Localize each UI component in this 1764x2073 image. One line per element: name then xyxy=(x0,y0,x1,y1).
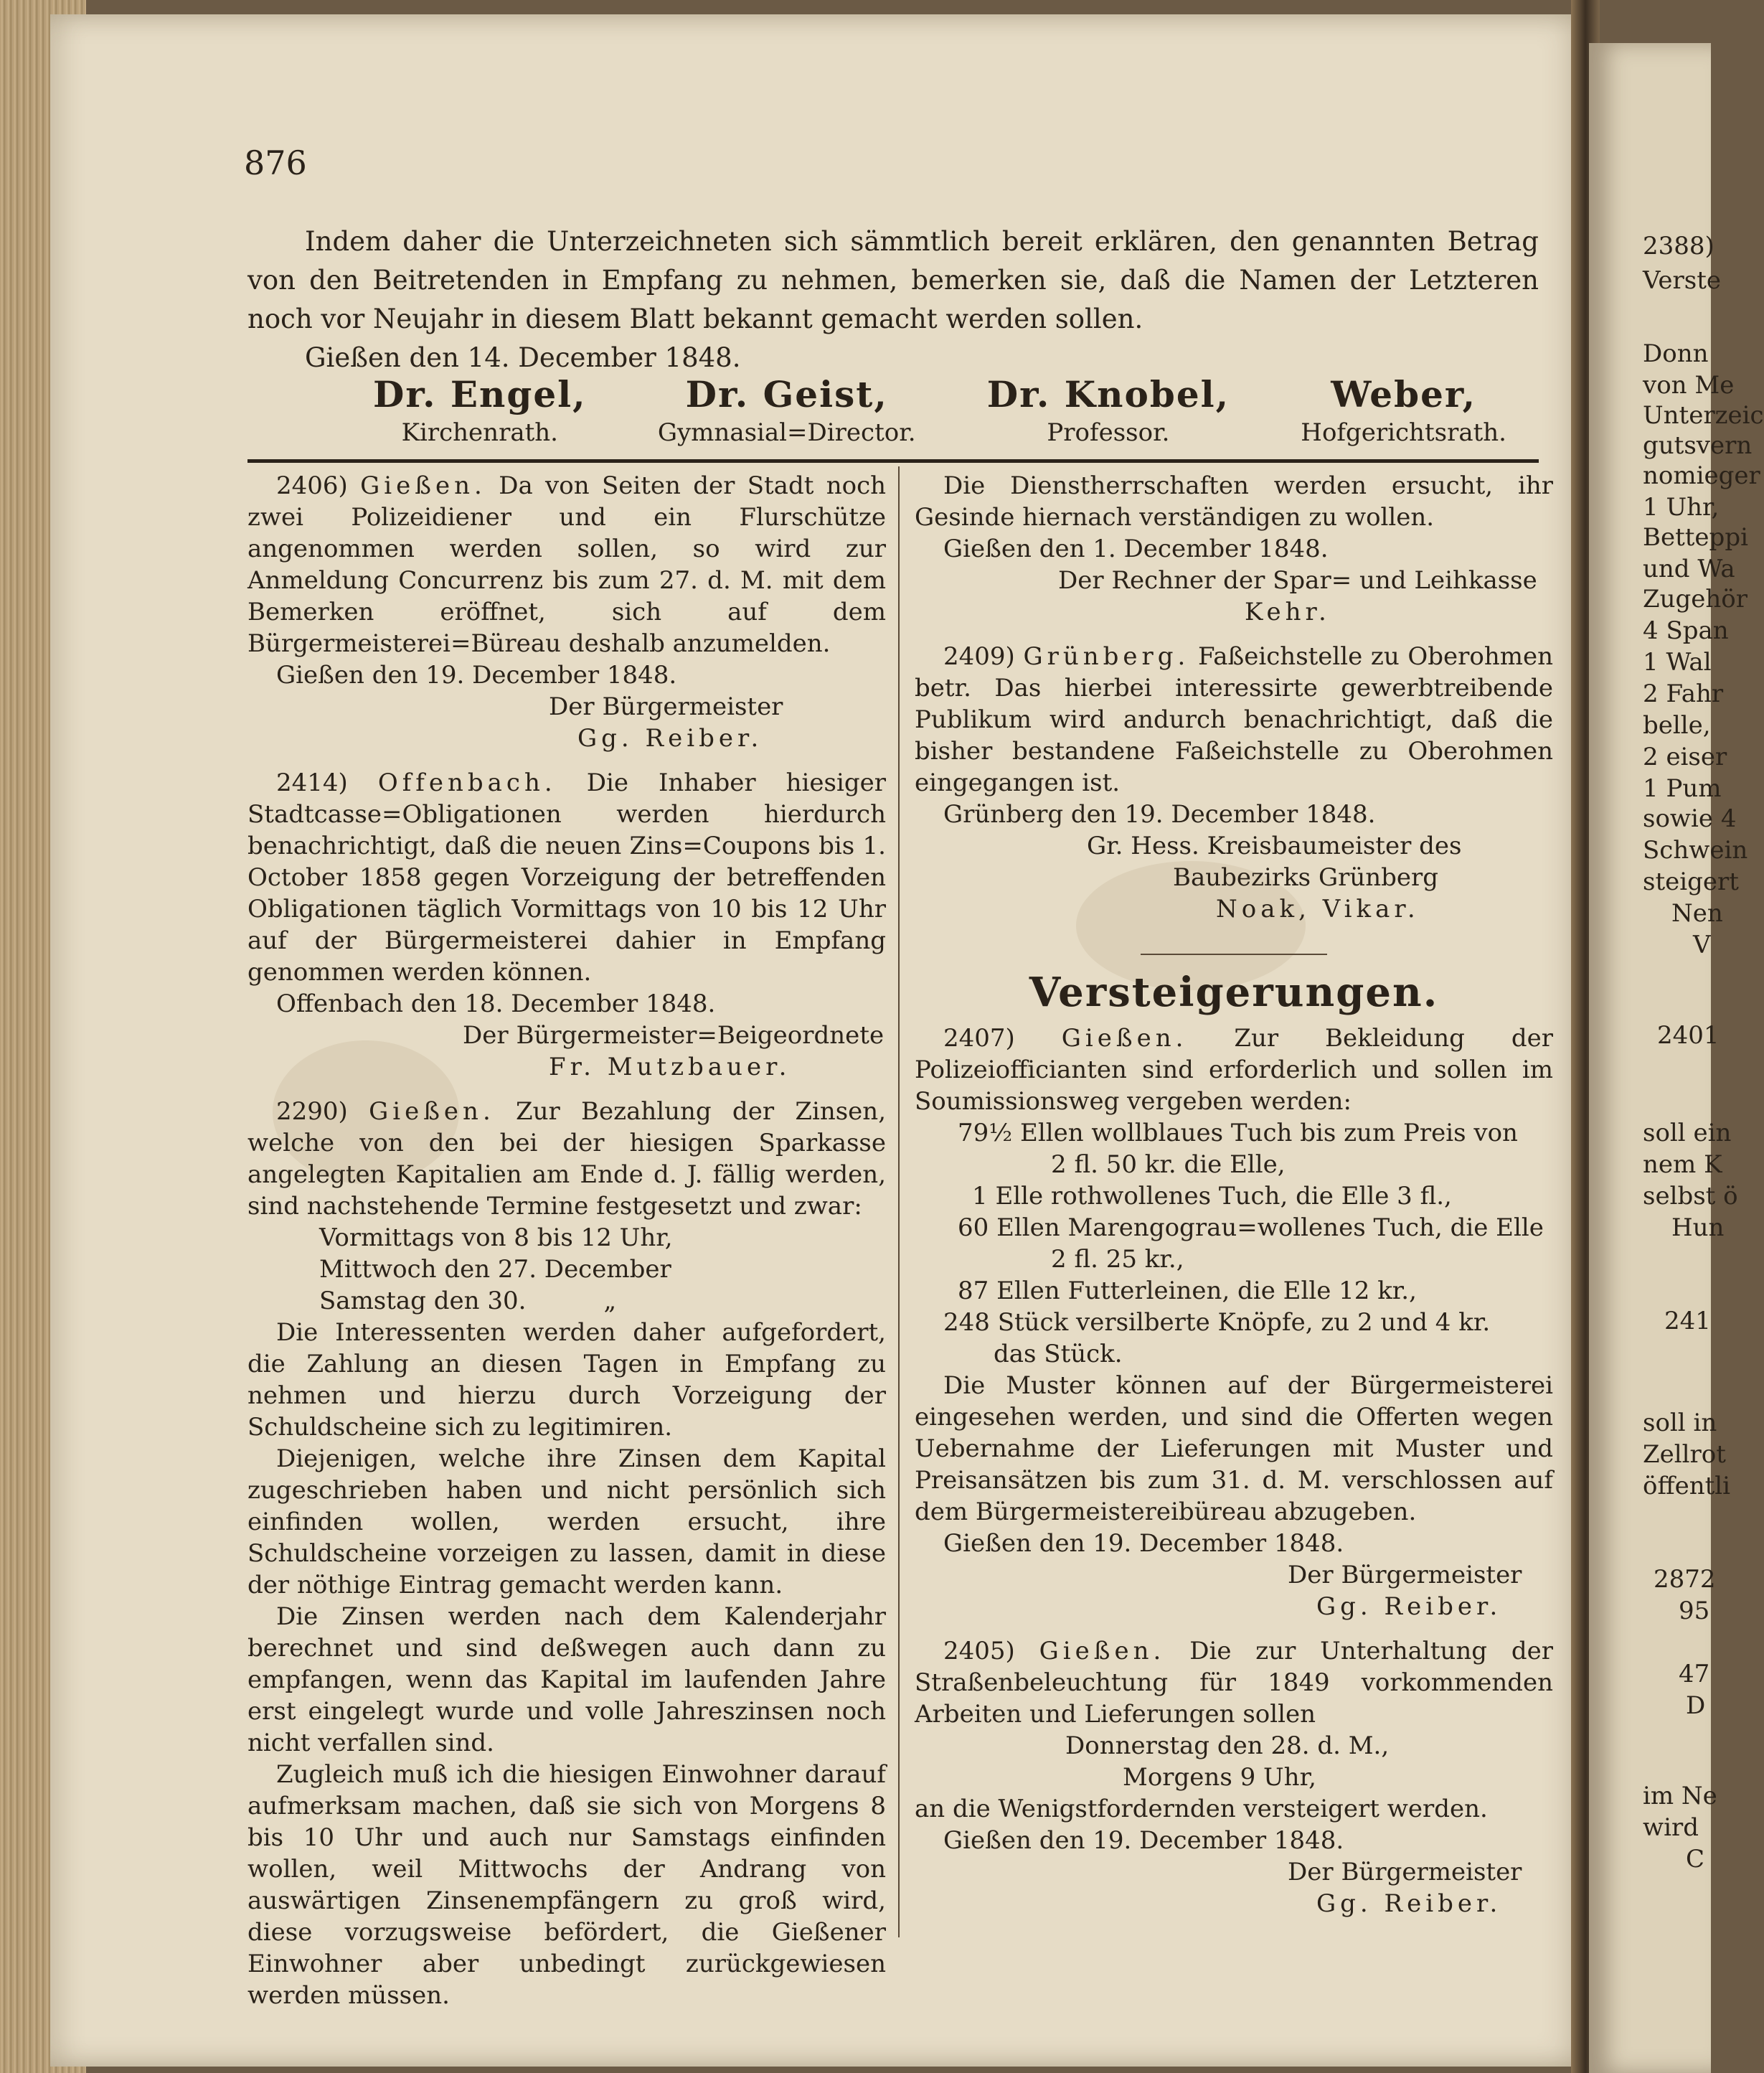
signer xyxy=(658,373,916,447)
notice-signature-title: Der Bürgermeister=Beigeordnete xyxy=(463,1021,885,1050)
next-page-fragment: 1 Uhr, xyxy=(1643,493,1720,522)
signer-title: Professor. xyxy=(1047,418,1170,447)
next-page-fragment: 4 Span xyxy=(1643,616,1729,645)
notice-2405 xyxy=(915,1635,1553,1919)
next-page-fragment: im Ne xyxy=(1643,1782,1717,1810)
next-page-fragment: selbst ö xyxy=(1643,1182,1738,1211)
notice-number: 2405) xyxy=(943,1637,1015,1665)
next-page-fragment: 1 Wal xyxy=(1643,648,1712,677)
notice-place: Offenbach. xyxy=(377,768,557,797)
notice-signature-title: Der Rechner der Spar= und Leihkasse xyxy=(1058,566,1537,595)
notice-date: Offenbach den 18. December 1848. xyxy=(276,990,716,1018)
signers-row xyxy=(373,373,1506,447)
notice-signature-name: Gg. Reiber. xyxy=(1316,1592,1502,1621)
section-divider xyxy=(247,459,1539,463)
next-page-fragment: 241 xyxy=(1664,1307,1711,1335)
notice-text: Zur Bekleidung der Polizeiofficianten sind erforderlich und sollen im Soumissionsweg vergeben werden: xyxy=(915,1024,1553,1116)
notice-2406 xyxy=(247,470,886,754)
notice-date: Grünberg den 19. December 1848. xyxy=(943,800,1376,829)
next-page-fragment: Donn xyxy=(1643,339,1709,368)
notice-text: Da von Seiten der Stadt noch zwei Polizeidiener und ein Flurschütze angenommen werden sollen, so wird zur Anmeldung Concurrenz bis zum 27. d. M. mit dem Bemerken eröffnet, sich auf dem Bürgermeisterei=Büreau deshalb anzumelden. xyxy=(247,471,887,658)
signer-title: Kirchenrath. xyxy=(401,418,558,447)
notice-place: Gießen. xyxy=(360,471,486,500)
notice-date: Gießen den 19. December 1848. xyxy=(943,1529,1344,1558)
notice-continuation xyxy=(915,470,1553,628)
list-item: das Stück. xyxy=(994,1340,1123,1368)
notice-text: Zur Bezahlung der Zinsen, welche von den bei der hiesigen Sparkasse angelegten Kapitalien am Ende d. J. fällig werden, sind nachstehende Termine festgesetzt und zwar: xyxy=(247,1097,886,1221)
notice-number: 2406) xyxy=(276,471,348,500)
notice-signature-name: Noak, Vikar. xyxy=(1216,895,1420,923)
next-page-fragment: C xyxy=(1686,1845,1705,1874)
next-page-fragment: Unterzeic xyxy=(1643,401,1764,430)
notice-date: Gießen den 19. December 1848. xyxy=(276,661,677,690)
intro-paragraph: Indem daher die Unterzeichneten sich sämmtlich bereit erklären, den genannten Betrag von den Beitretenden in Empfang zu nehmen, bemerken sie, daß die Namen der Letzteren noch vor Neujahr in diesem Blatt bekannt gemacht werden sollen. xyxy=(247,226,1539,334)
next-page-fragment: belle, xyxy=(1643,711,1711,740)
next-page-fragment: Verste xyxy=(1643,266,1722,295)
notice-number: 2290) xyxy=(276,1097,348,1126)
next-page-fragment: 2388) xyxy=(1643,232,1715,260)
notice-text: Faßeichstelle zu Oberohmen betr. Das hierbei interessirte gewerbtreibende Publikum wird andurch benachrichtigt, daß die bisher bestandene Faßeichstelle zu Oberohmen eingegangen ist. xyxy=(915,642,1554,797)
signer xyxy=(373,373,587,447)
term-line: Vormittags von 8 bis 12 Uhr, xyxy=(319,1223,673,1252)
notice-2407 xyxy=(915,1023,1553,1622)
notice-2409 xyxy=(915,641,1553,925)
notice-signature-name: Fr. Mutzbauer. xyxy=(549,1053,791,1081)
term-line: an die Wenigstfordernden versteigert werden. xyxy=(915,1795,1488,1823)
notice-paragraph: Die Zinsen werden nach dem Kalenderjahr berechnet und sind deßwegen auch dann zu empfangen, wenn das Kapital im laufenden Jahre erst eingelegt wurde und volle Jahreszinsen noch nicht verfallen sind. xyxy=(247,1602,886,1757)
next-page-fragment: D xyxy=(1686,1691,1706,1720)
next-page-fragment: wird xyxy=(1643,1813,1699,1842)
notice-date: Gießen den 1. December 1848. xyxy=(943,535,1329,563)
notice-paragraph: Die Interessenten werden daher aufgefordert, die Zahlung an diesen Tagen in Empfang zu nehmen und hierzu durch Vorzeigung der Schuldscheine sich zu legitimiren. xyxy=(247,1318,886,1442)
signer-title: Gymnasial=Director. xyxy=(657,418,916,447)
next-page-fragment: gutsvern xyxy=(1643,431,1753,460)
next-page-fragment: 2872 xyxy=(1654,1565,1716,1594)
next-page-fragment: Schwein xyxy=(1643,836,1748,865)
signer-name: Dr. Engel, xyxy=(373,373,587,415)
term-line: Donnerstag den 28. d. M., xyxy=(1065,1731,1390,1760)
list-item: 87 Ellen Futterleinen, die Elle 12 kr., xyxy=(958,1277,1417,1305)
page-number: 876 xyxy=(244,144,307,182)
list-item: 1 Elle rothwollenes Tuch, die Elle 3 fl., xyxy=(972,1182,1452,1211)
next-page-fragment: nem K xyxy=(1643,1150,1722,1179)
next-page-fragment: und Wa xyxy=(1643,555,1735,583)
notice-signature-title: Der Bürgermeister xyxy=(1288,1561,1522,1589)
notice-signature-name: Kehr. xyxy=(1245,598,1331,626)
list-item: 79½ Ellen wollblaues Tuch bis zum Preis von xyxy=(958,1119,1518,1147)
small-divider xyxy=(1141,954,1327,955)
section-heading: Versteigerungen. xyxy=(1029,969,1439,1016)
signer xyxy=(1301,373,1506,447)
left-column xyxy=(247,470,886,2024)
term-line: Samstag den 30. „ xyxy=(319,1287,617,1315)
notice-place: Gießen. xyxy=(1039,1637,1166,1665)
list-item: 248 Stück versilberte Knöpfe, zu 2 und 4 kr. xyxy=(943,1308,1491,1337)
list-item: 2 fl. 50 kr. die Elle, xyxy=(1051,1150,1286,1179)
next-page-fragment: Nen xyxy=(1671,899,1723,928)
next-page-fragment: Hun xyxy=(1671,1213,1725,1242)
term-line: Mittwoch den 27. December xyxy=(319,1255,671,1284)
next-page-fragment: öffentli xyxy=(1643,1472,1731,1500)
notice-text: Die Inhaber hiesiger Stadtcasse=Obligationen werden hierdurch benachrichtigt, daß die neuen Zins=Coupons bis 1. October 1858 gegen Vorzeigung der betreffenden Obligationen täglich Vormittags von 10 bis 12 Uhr auf der Bürgermeisterei dahier in Empfang genommen werden können. xyxy=(247,768,886,987)
next-page-fragment: Zugehör xyxy=(1643,585,1748,614)
next-page-fragment: 2 eiser xyxy=(1643,743,1727,771)
list-item: 2 fl. 25 kr., xyxy=(1051,1245,1184,1274)
list-item: 60 Ellen Marengograu=wollenes Tuch, die Elle xyxy=(958,1213,1544,1242)
next-page-fragment: 2 Fahr xyxy=(1643,680,1724,708)
notice-date: Gießen den 19. December 1848. xyxy=(943,1826,1344,1855)
next-page-fragment: soll ein xyxy=(1643,1119,1732,1147)
next-page-fragment: soll in xyxy=(1643,1409,1717,1437)
next-page-fragment: 95 xyxy=(1679,1597,1710,1625)
notice-paragraph: Diejenigen, welche ihre Zinsen dem Kapital zugeschrieben haben und nicht persönlich sich einfinden wollen, werden ersucht, ihre Schuldscheine vorzeigen zu lassen, damit in diese der nöthige Eintrag gemacht werden kann. xyxy=(247,1444,886,1599)
notice-place: Grünberg. xyxy=(1023,642,1190,671)
notice-2290 xyxy=(247,1096,886,2011)
notice-place: Gießen. xyxy=(1061,1024,1188,1053)
signer-name: Weber, xyxy=(1331,373,1477,415)
intro-block xyxy=(247,222,1539,377)
signer xyxy=(987,373,1230,447)
notice-signature-title: Gr. Hess. Kreisbaumeister des xyxy=(1087,832,1462,860)
notice-text: Die Dienstherrschaften werden ersucht, ihr Gesinde hiernach verständigen zu wollen. xyxy=(915,471,1553,532)
next-page-fragment: 2401 xyxy=(1657,1021,1720,1050)
notice-text: Die zur Unterhaltung der Straßenbeleuchtung für 1849 vorkommenden Arbeiten und Lieferungen sollen xyxy=(915,1637,1554,1729)
next-page-fragment: steigert xyxy=(1643,868,1739,896)
right-column xyxy=(915,470,1553,1932)
notice-signature-title: Der Bürgermeister xyxy=(549,692,783,721)
signer-name: Dr. Geist, xyxy=(685,373,888,415)
next-page-fragment: 47 xyxy=(1679,1660,1710,1688)
term-line: Morgens 9 Uhr, xyxy=(1123,1763,1316,1792)
next-page-fragment: 1 Pum xyxy=(1643,774,1722,803)
next-page-fragment: Zellrot xyxy=(1643,1440,1726,1469)
notice-signature-title: Der Bürgermeister xyxy=(1288,1858,1522,1886)
intro-place-date: Gießen den 14. December 1848. xyxy=(305,342,741,373)
notice-number: 2407) xyxy=(943,1024,1015,1053)
notice-2414 xyxy=(247,767,886,1083)
next-page-fragment: sowie 4 xyxy=(1643,804,1737,833)
next-page-fragment: von Me xyxy=(1643,371,1735,400)
notice-paragraph: Die Muster können auf der Bürgermeisterei eingesehen werden, und sind die Offerten wegen Uebernahme der Lieferungen mit Muster und Preisansätzen bis zum 31. d. M. verschlossen auf dem Bürgermeistereibüreau abzugeben. xyxy=(915,1371,1553,1526)
notice-number: 2414) xyxy=(276,768,348,797)
notice-signature-title: Baubezirks Grünberg xyxy=(1173,863,1439,892)
next-page-fragment: Betteppi xyxy=(1643,523,1748,552)
column-separator xyxy=(898,466,900,1937)
notice-number: 2409) xyxy=(943,642,1015,671)
notice-place: Gießen. xyxy=(369,1097,495,1126)
notice-signature-name: Gg. Reiber. xyxy=(577,724,763,753)
signer-name: Dr. Knobel, xyxy=(986,373,1230,415)
signer-title: Hofgerichtsrath. xyxy=(1301,418,1506,447)
next-page-fragment: V xyxy=(1693,931,1711,959)
notice-signature-name: Gg. Reiber. xyxy=(1316,1889,1502,1918)
next-page-fragment: nomieger xyxy=(1643,461,1760,490)
notice-paragraph: Zugleich muß ich die hiesigen Einwohner darauf aufmerksam machen, daß sie sich von Morgens 8 bis 10 Uhr und auch nur Samstags einfinden wollen, weil Mittwochs der Andrang von auswärtigen Zinsenempfängern zu groß wird, diese vorzugsweise befördert, die Gießener Einwohner aber unbedingt zurückgewiesen werden müssen. xyxy=(247,1760,886,2010)
